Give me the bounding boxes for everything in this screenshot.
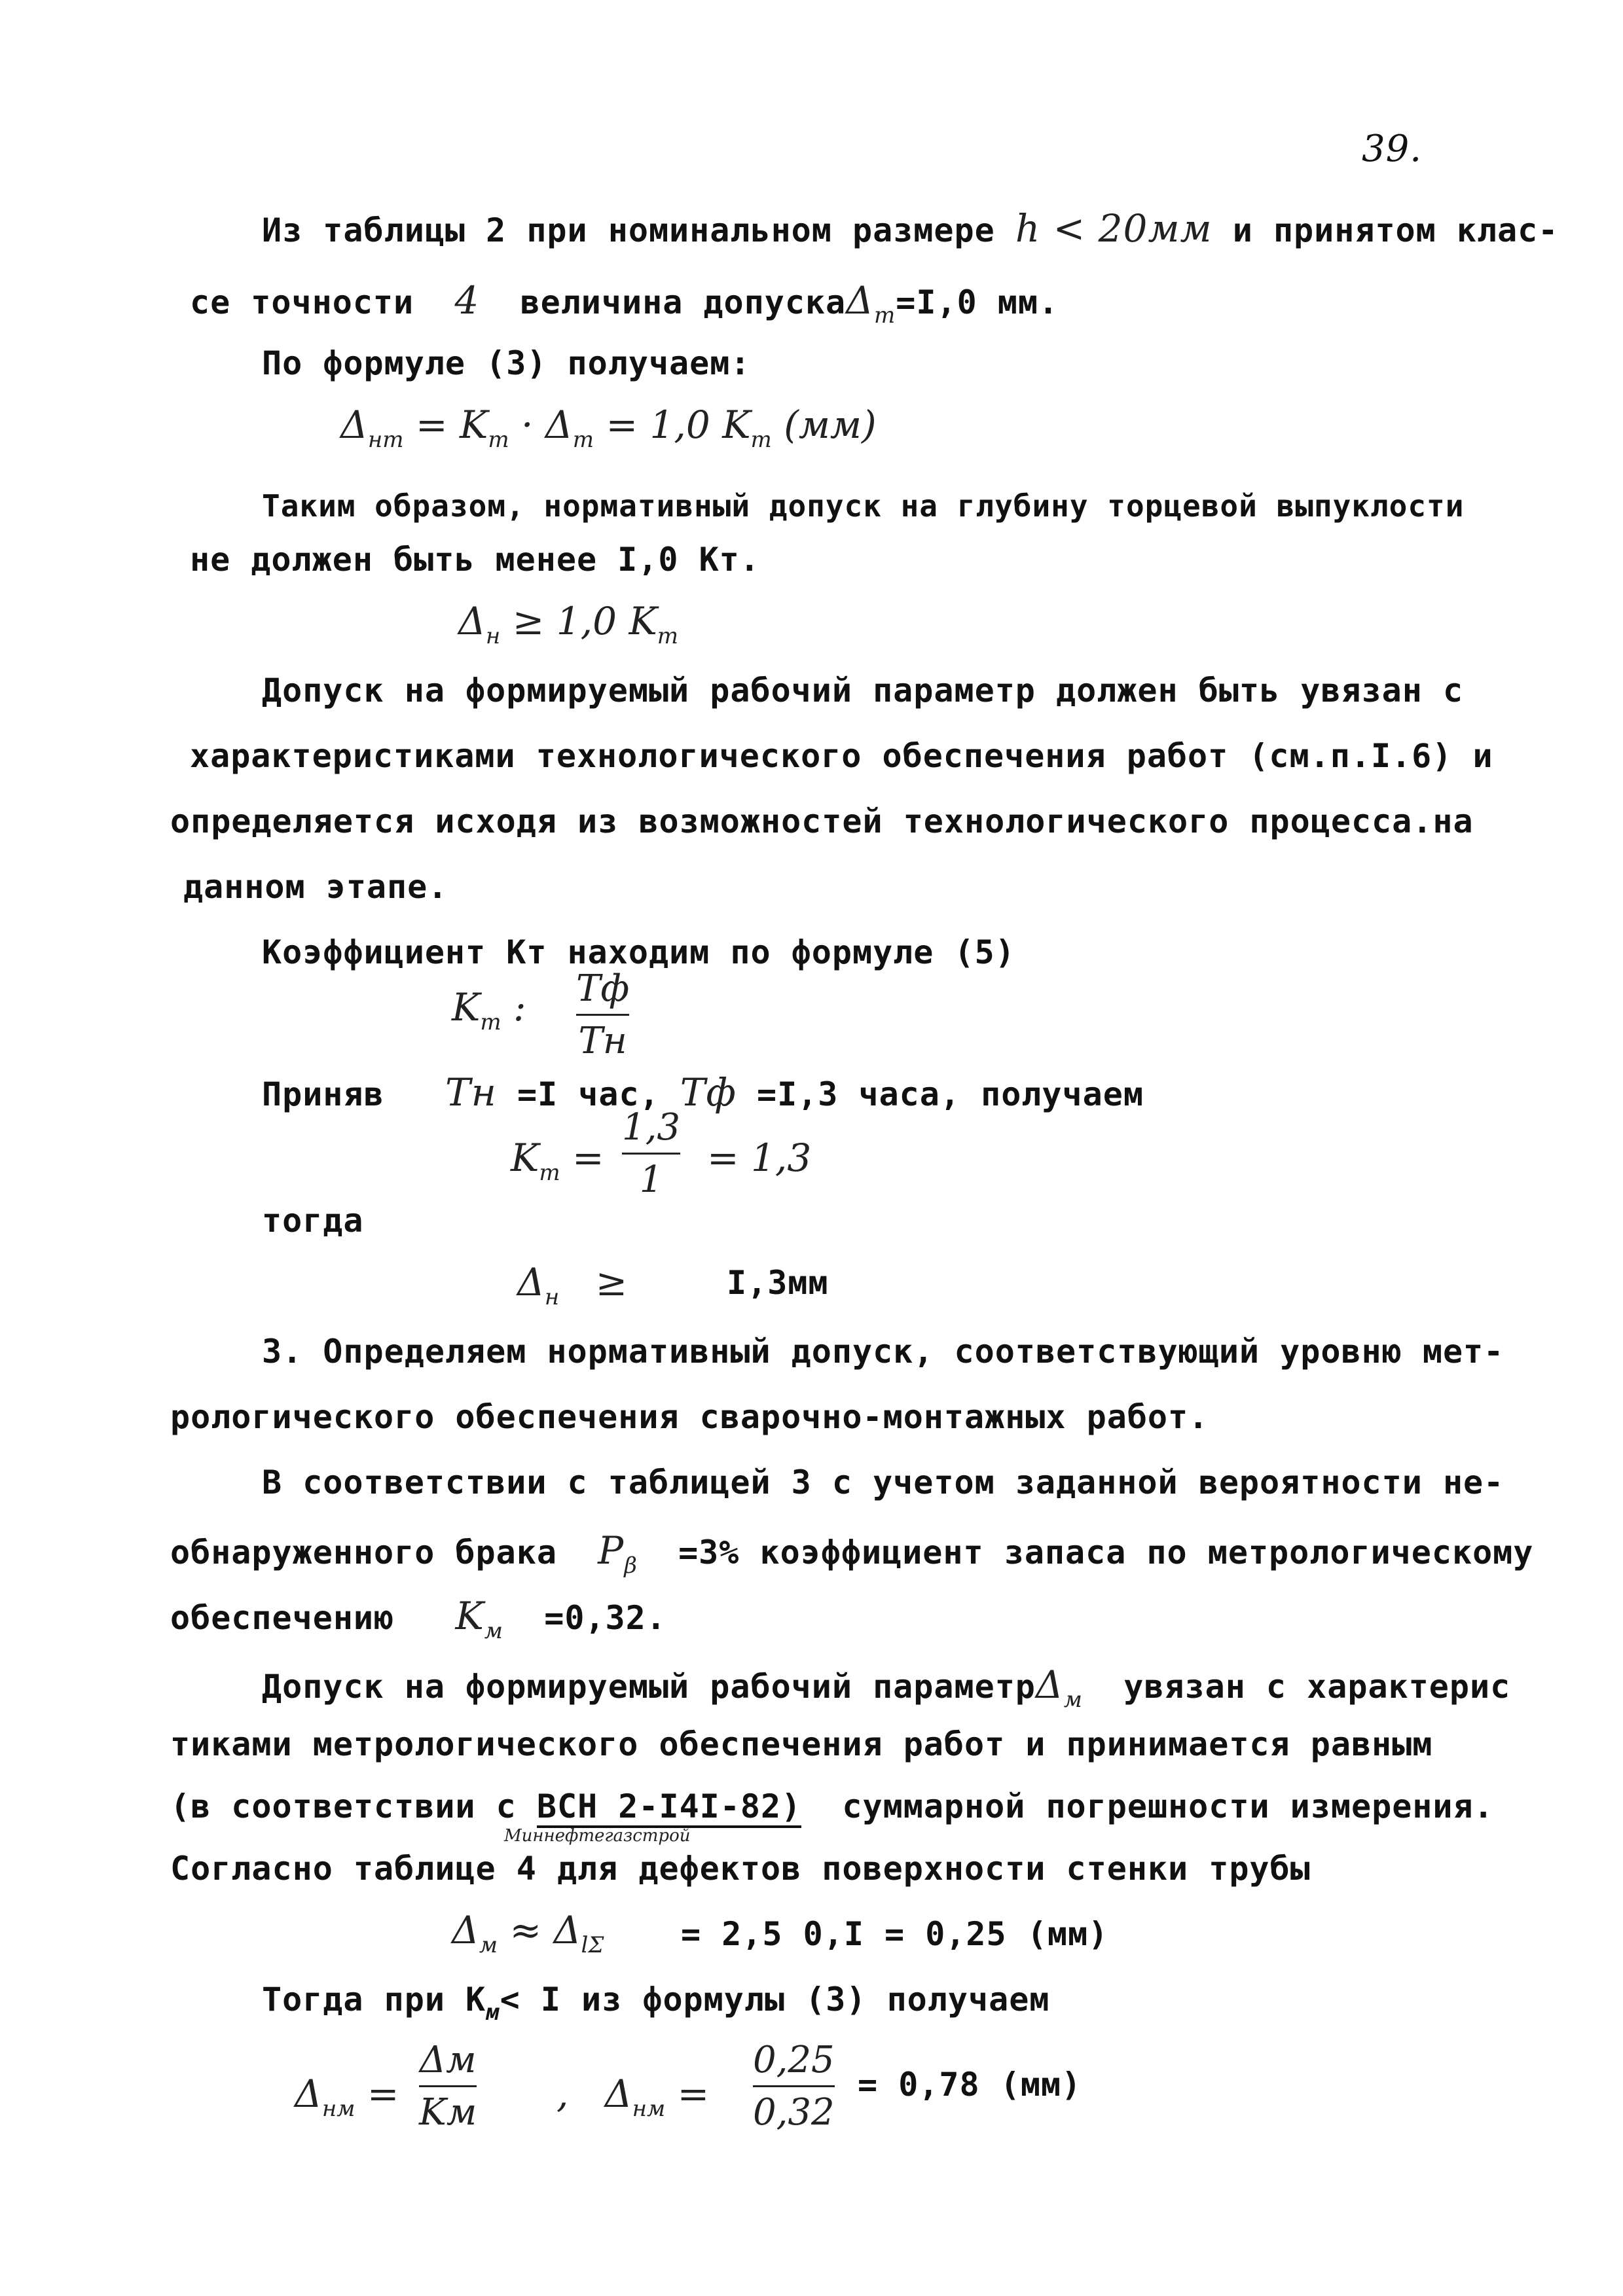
formula-7-fraction	[419, 2039, 477, 2134]
handwritten-delta: $\Delta_т$	[846, 278, 896, 329]
text-segment: =I,0 мм.	[896, 283, 1059, 321]
handwritten-tn: Tн	[445, 1070, 497, 1115]
formula-6-value: = 2,5 0,I = 0,25 (мм)	[681, 1915, 1109, 1953]
fraction-denominator: 1	[639, 1158, 663, 1201]
text-line-20: (в соответствии с ВСН 2-I4I-82) суммарной погрешности измерения.	[170, 1790, 1494, 1823]
handwritten-size: h < 20мм	[1015, 206, 1213, 251]
formula-4-lhs: $K_т$ =	[511, 1136, 604, 1186]
formula-4-fraction	[622, 1106, 680, 1201]
text-line-14: рологического обеспечения сварочно-монтажных работ.	[170, 1398, 1209, 1436]
text-line-8: определяется исходя из возможностей технологического процесса.на	[170, 802, 1474, 840]
fraction-numerator: Tф	[576, 967, 630, 1010]
text-line-11: Приняв Tн =I час, Tф =I,3 часа, получаем	[262, 1070, 1144, 1115]
text-line-12: тогда	[262, 1202, 364, 1240]
formula-5-value: I,3мм	[727, 1264, 829, 1302]
formula-2: $\Delta_н \ge 1,0$ $K_т$	[458, 599, 679, 649]
formula-7-mid: , $\Delta_{нм}$ =	[556, 2072, 710, 2122]
text-line-7: характеристиками технологического обеспечения работ (см.п.I.6) и	[190, 737, 1493, 775]
text-line-6: Допуск на формируемый рабочий параметр должен быть увязан с	[262, 672, 1464, 709]
fraction-denominator: Kм	[419, 2091, 477, 2134]
page-number: 39.	[1362, 128, 1423, 170]
formula-6: $\Delta_м \approx \Delta_{l\Sigma}$	[452, 1908, 604, 1958]
text-line-21: Согласно таблице 4 для дефектов поверхности стенки трубы	[170, 1850, 1311, 1888]
fraction-denominator: Tн	[578, 1020, 627, 1062]
fraction-numerator: 1,3	[622, 1106, 681, 1149]
handwritten-km: $K_м$	[455, 1594, 503, 1644]
text-line-3: По формуле (3) получаем:	[262, 344, 751, 382]
formula-5: $\Delta_н$ ≥	[517, 1260, 628, 1310]
text-line-19: тиками метрологического обеспечения работ и принимается равным	[170, 1725, 1433, 1763]
formula-7-lhs: $\Delta_{нм}$ =	[295, 2072, 399, 2122]
handwritten-accuracy-class: 4	[454, 278, 480, 323]
handwritten-p-beta: $P_\beta$	[598, 1528, 638, 1579]
text-line-5: не должен быть менее I,0 Кт.	[190, 541, 760, 579]
fraction-bar	[753, 2085, 835, 2087]
text-segment: Из таблицы 2 при номинальном размере	[262, 211, 995, 249]
formula-3-lhs: $K_т$ :	[452, 985, 526, 1035]
text-segment: величина допуска	[520, 283, 847, 321]
text-line-9: данном этапе.	[183, 868, 448, 906]
fraction-bar	[622, 1153, 680, 1155]
text-line-4: Таким образом, нормативный допуск на глубину торцевой выпуклости	[262, 488, 1465, 524]
fraction-bar	[576, 1014, 629, 1016]
text-line-1	[262, 206, 1559, 251]
text-line-13: 3. Определяем нормативный допуск, соответствующий уровню мет-	[262, 1333, 1504, 1371]
handwritten-ministry-note: Миннефтегазстрой	[504, 1826, 691, 1846]
text-line-22: Тогда при $К_м< I$ из формулы (3) получаем	[262, 1981, 1050, 2026]
formula-4-result: = 1,3	[707, 1136, 812, 1180]
text-line-17: обеспечению $K_м =0,32$.	[170, 1594, 666, 1644]
text-line-2	[190, 278, 1059, 329]
handwritten-tf: Tф	[680, 1070, 737, 1115]
handwritten-delta-m: $\Delta_м$	[1035, 1662, 1083, 1713]
formula-7-result: = 0,78 (мм)	[858, 2066, 1082, 2104]
formula-1: $\Delta_{нт} = K_т \cdot \Delta_т = 1,0$ $K_т$ (мм)	[340, 403, 877, 453]
fraction-numerator: Δм	[419, 2039, 477, 2081]
text-line-15: В соответствии с таблицей 3 с учетом заданной вероятности не-	[262, 1463, 1504, 1501]
fraction-numerator: 0,25	[753, 2039, 835, 2081]
text-line-18: Допуск на формируемый рабочий параметрΔ$_м$ увязан с характерис	[262, 1662, 1511, 1713]
formula-7-fraction-2	[753, 2039, 835, 2134]
text-segment: се точности	[190, 283, 414, 321]
fraction-denominator: 0,32	[753, 2091, 835, 2134]
text-line-16: обнаруженного брака $P_\beta =3\%$ коэффициент запаса по метрологическому	[170, 1528, 1534, 1579]
text-segment: и принятом клас-	[1232, 211, 1559, 249]
formula-3-fraction	[576, 967, 629, 1062]
text-line-10: Коэффициент Кт находим по формуле (5)	[262, 933, 1015, 971]
fraction-bar	[419, 2085, 477, 2087]
standard-reference: ВСН 2-I4I-82)	[537, 1787, 801, 1828]
